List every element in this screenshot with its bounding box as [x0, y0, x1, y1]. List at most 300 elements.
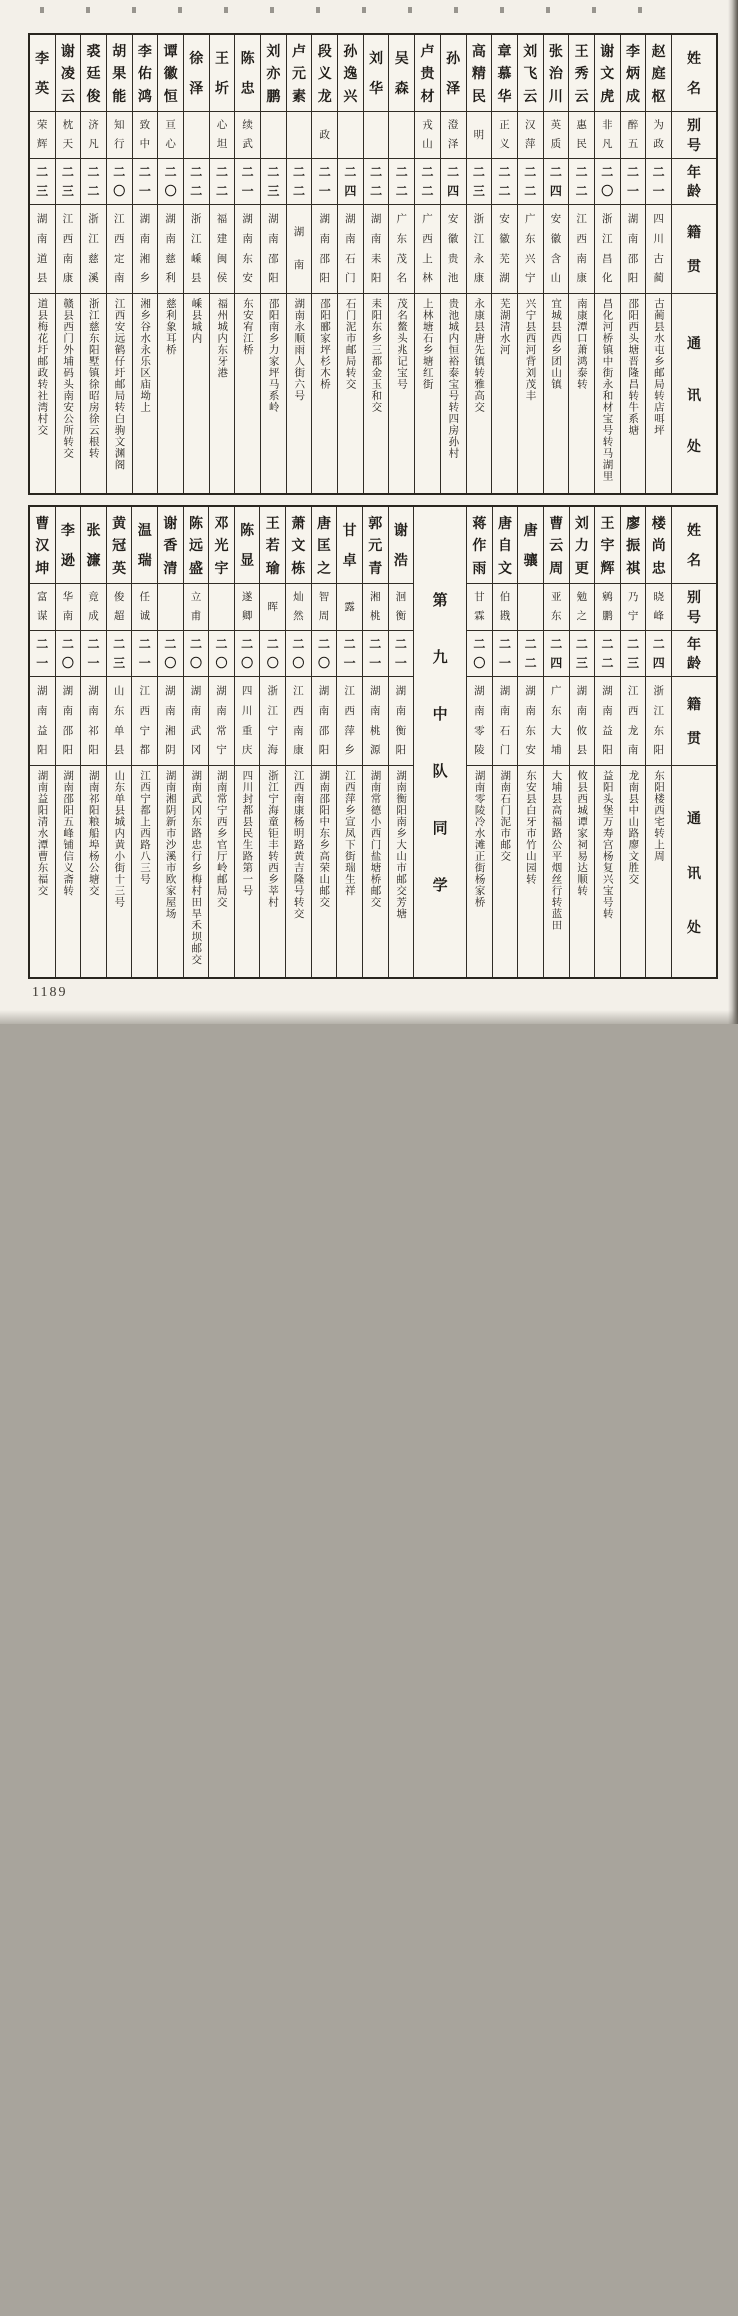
- person-address: [415, 293, 440, 493]
- person-age-text: 二 〇: [241, 637, 254, 670]
- person-column: [286, 35, 312, 493]
- person-origin-text: 江 西 龙 南: [627, 685, 639, 757]
- person-name-text: 张 濂: [86, 522, 101, 568]
- person-age-text: 二 四: [447, 165, 460, 198]
- person-alias: [286, 583, 311, 630]
- person-origin-text: 广 西 上 林: [422, 213, 433, 285]
- person-age-text: 二 一: [626, 165, 639, 198]
- person-address: [312, 293, 337, 493]
- person-age: [441, 158, 466, 204]
- person-column: [388, 35, 414, 493]
- header-origin-label-text: 籍 贯: [687, 224, 701, 274]
- person-age-text: 二 一: [241, 165, 254, 198]
- person-column: [208, 507, 234, 977]
- person-origin-text: 山 东 单 县: [113, 685, 125, 757]
- person-column: [620, 507, 646, 977]
- person-name: [621, 507, 646, 583]
- person-address-text: 嵊县城内: [190, 298, 203, 344]
- person-age: [389, 630, 414, 676]
- person-origin-text: 江 西 定 南: [113, 213, 125, 285]
- person-address-text: 湖南邵阳中东乡高荣山邮交: [318, 770, 331, 908]
- person-origin: [364, 204, 389, 293]
- person-alias: [184, 583, 209, 630]
- person-age: [621, 158, 646, 204]
- person-origin-text: 湖 南: [293, 226, 305, 272]
- person-name: [363, 507, 388, 583]
- person-age-text: 二 一: [369, 637, 382, 670]
- person-alias: [337, 583, 362, 630]
- person-name: [261, 35, 286, 111]
- header-origin-label: [672, 676, 716, 765]
- person-address-text: 大埔县高福路公平烟丝行转蓝田: [550, 770, 563, 931]
- person-name: [646, 507, 671, 583]
- header-addr-label-text: 通 讯 处: [687, 809, 701, 936]
- person-age: [158, 630, 183, 676]
- person-column: [568, 35, 594, 493]
- person-address-text: 湖南常宁西乡官厅岭邮局交: [215, 770, 228, 908]
- person-age-text: 二 〇: [164, 165, 177, 198]
- person-age-text: 二 二: [524, 165, 537, 198]
- person-address-text: 龙南县中山路廖文胜交: [627, 770, 640, 885]
- person-address: [338, 293, 363, 493]
- person-age: [30, 158, 55, 204]
- person-column: [363, 35, 389, 493]
- person-name: [107, 507, 132, 583]
- person-origin-text: 湖 南 桃 源: [369, 685, 381, 757]
- person-address-text: 浙江慈东阳墅镇徐昭房徐云根转: [87, 298, 100, 459]
- person-age-text: 二 二: [370, 165, 383, 198]
- person-name-text: 萧 文 栋: [291, 514, 306, 576]
- header-name-label-text: 姓 名: [687, 50, 701, 96]
- person-alias-text: 枕 天: [62, 119, 74, 151]
- person-origin-text: 湖 南 攸 县: [576, 685, 588, 757]
- person-name: [312, 35, 337, 111]
- person-name-text: 陈 远 盛: [188, 514, 203, 576]
- person-age: [621, 630, 646, 676]
- person-origin-text: 湖 南 衡 阳: [395, 685, 407, 757]
- person-column: [491, 35, 517, 493]
- person-origin-text: 浙 江 嵊 县: [191, 213, 202, 285]
- person-age-text: 二 二: [395, 165, 408, 198]
- person-origin: [56, 676, 81, 765]
- person-age-text: 二 一: [138, 637, 151, 670]
- person-origin: [363, 676, 388, 765]
- person-column: [543, 35, 569, 493]
- person-origin: [467, 676, 492, 765]
- person-age-text: 二 二: [498, 165, 511, 198]
- person-name: [569, 35, 594, 111]
- person-origin-text: 广 东 茂 名: [396, 213, 408, 285]
- person-name: [56, 507, 81, 583]
- person-alias: [184, 111, 209, 158]
- person-address: [621, 293, 646, 493]
- person-address-text: 东阳楼西宅转上周: [652, 770, 665, 862]
- person-name: [646, 35, 671, 111]
- person-column: [55, 35, 81, 493]
- person-origin: [646, 676, 671, 765]
- person-address: [569, 293, 594, 493]
- person-origin-text: 湖 南 邵 阳: [627, 213, 639, 285]
- person-age-text: 二 二: [87, 165, 100, 198]
- person-alias-text: 富 谋: [37, 591, 48, 623]
- person-column: [285, 507, 311, 977]
- person-name-text: 刘 亦 鹏: [266, 42, 281, 104]
- person-alias-text: 荣 辉: [36, 119, 48, 151]
- person-age-text: 二 四: [549, 165, 562, 198]
- header-addr-label-text: 通 讯 处: [687, 334, 701, 455]
- person-name-text: 孙 逸 兴: [343, 42, 358, 104]
- person-origin: [184, 204, 209, 293]
- person-age: [518, 158, 543, 204]
- person-origin: [158, 204, 183, 293]
- person-origin-text: 湖 南 祁 阳: [88, 685, 99, 757]
- scanned-directory-page: [0, 0, 738, 1024]
- person-age: [389, 158, 414, 204]
- person-address: [56, 293, 81, 493]
- person-column: [466, 35, 492, 493]
- header-alias-label: [672, 111, 716, 158]
- person-age-text: 二 一: [394, 637, 407, 670]
- person-origin: [518, 204, 543, 293]
- header-age-label: [672, 630, 716, 676]
- person-origin: [209, 676, 234, 765]
- person-name-text: 刘 力 更: [574, 514, 589, 576]
- person-age: [364, 158, 389, 204]
- person-alias-text: 戎 山: [422, 119, 433, 151]
- person-name: [286, 507, 311, 583]
- person-name-text: 陈 显: [240, 522, 255, 568]
- person-origin: [621, 676, 646, 765]
- person-address: [518, 293, 543, 493]
- person-alias: [312, 111, 337, 158]
- person-age: [235, 630, 260, 676]
- person-name: [389, 35, 414, 111]
- person-name-text: 李 炳 成: [625, 42, 640, 104]
- person-address-text: 湖南武冈东路忠行乡梅村田旱禾坝邮交: [190, 770, 203, 966]
- person-column: [311, 507, 337, 977]
- person-alias: [56, 583, 81, 630]
- person-alias: [107, 583, 132, 630]
- person-alias-text: 汉 萍: [524, 119, 536, 151]
- person-age: [363, 630, 388, 676]
- person-origin-text: 湖 南 东 安: [525, 685, 536, 757]
- person-name: [56, 35, 81, 111]
- person-column: [492, 507, 518, 977]
- person-alias: [235, 583, 260, 630]
- person-origin: [595, 204, 620, 293]
- person-age: [646, 630, 671, 676]
- person-address: [235, 293, 260, 493]
- person-alias-text: 致 中: [139, 119, 151, 151]
- person-name-text: 曹 云 周: [549, 514, 564, 576]
- person-age: [415, 158, 440, 204]
- person-address-text: 石门泥市邮局转交: [344, 298, 357, 390]
- person-alias: [518, 111, 543, 158]
- person-alias: [595, 583, 620, 630]
- person-age: [337, 630, 362, 676]
- person-column: [414, 35, 440, 493]
- person-name-text: 谢 文 虎: [600, 42, 615, 104]
- person-alias-text: 俊 超: [113, 591, 125, 623]
- person-name: [595, 507, 620, 583]
- person-name-text: 曹 汉 坤: [35, 514, 50, 576]
- person-address: [30, 765, 55, 977]
- person-address: [158, 293, 183, 493]
- person-name-text: 温 瑞: [137, 522, 152, 568]
- person-name: [389, 507, 414, 583]
- person-address-text: 湖南零陵冷水滩正街杨家桥: [473, 770, 486, 908]
- person-origin-text: 四 川 古 蔺: [653, 213, 664, 285]
- person-age-text: 二 二: [293, 165, 306, 198]
- person-alias: [235, 111, 260, 158]
- person-alias: [158, 583, 183, 630]
- person-alias: [30, 583, 55, 630]
- person-address: [467, 293, 492, 493]
- person-age: [209, 630, 234, 676]
- person-column: [234, 35, 260, 493]
- person-age-text: 二 二: [601, 637, 614, 670]
- person-alias: [492, 111, 517, 158]
- person-age: [158, 158, 183, 204]
- person-address-text: 茂名鳌头兆记宝号: [396, 298, 409, 390]
- person-address-text: 邵阳郦家坪杉木桥: [318, 298, 331, 390]
- person-name-text: 吴 森: [394, 50, 409, 96]
- person-origin-text: 湖 南 石 门: [345, 213, 356, 285]
- person-origin: [312, 204, 337, 293]
- person-address-text: 东安县白牙市竹山园转: [524, 770, 537, 885]
- person-alias: [646, 583, 671, 630]
- person-age-text: 二 〇: [61, 637, 74, 670]
- roster-table-bottom: [28, 505, 718, 979]
- person-column: [645, 507, 671, 977]
- person-age-text: 二 一: [138, 165, 151, 198]
- person-alias: [518, 583, 543, 630]
- person-name: [184, 35, 209, 111]
- person-address: [646, 293, 671, 493]
- person-column: [543, 507, 569, 977]
- person-age: [30, 630, 55, 676]
- person-origin-text: 湖 南 慈 利: [165, 213, 176, 285]
- person-address-text: 芜湖清水河: [498, 298, 511, 356]
- person-address-text: 江西安远鹤仔圩邮局转白驹文渊阁: [113, 298, 126, 471]
- person-origin: [467, 204, 492, 293]
- person-alias: [389, 583, 414, 630]
- person-age: [467, 158, 492, 204]
- person-address-text: 宜城县西乡团山镇: [550, 298, 563, 390]
- person-origin-text: 湖 南 邵 阳: [268, 213, 279, 285]
- person-origin: [518, 676, 543, 765]
- person-alias: [570, 583, 595, 630]
- person-alias-text: 亘 心: [165, 119, 176, 151]
- person-name: [81, 35, 106, 111]
- person-origin-text: 江 西 南 康: [576, 213, 587, 285]
- person-origin-text: 江 西 萍 乡: [344, 685, 355, 757]
- header-alias-label-text: 别 号: [687, 589, 701, 625]
- person-origin: [287, 204, 312, 293]
- person-address: [518, 765, 543, 977]
- person-origin-text: 湖 南 耒 阳: [370, 213, 382, 285]
- person-alias: [209, 583, 234, 630]
- person-alias-text: 惠 民: [576, 119, 587, 151]
- header-name-label: [672, 507, 716, 583]
- person-origin-text: 福 建 闽 侯: [216, 213, 228, 285]
- person-origin: [621, 204, 646, 293]
- person-alias-text: 知 行: [113, 119, 125, 151]
- person-address: [30, 293, 55, 493]
- person-alias: [363, 583, 388, 630]
- person-age-text: 二 三: [575, 637, 588, 670]
- person-alias-text: 晓 峰: [653, 591, 664, 623]
- person-age: [544, 158, 569, 204]
- person-age-text: 二 四: [652, 637, 665, 670]
- person-age: [544, 630, 569, 676]
- person-alias: [81, 583, 106, 630]
- person-name-text: 谢 浩: [393, 522, 408, 568]
- person-alias-text: 济 凡: [88, 119, 99, 151]
- person-name: [184, 507, 209, 583]
- person-address-text: 古蔺县水屯乡邮局转店咡坪: [652, 298, 665, 436]
- person-age-text: 二 〇: [113, 165, 126, 198]
- person-alias: [544, 583, 569, 630]
- person-alias: [338, 111, 363, 158]
- person-origin: [544, 676, 569, 765]
- person-name: [30, 507, 55, 583]
- person-address-text: 昌化河桥镇中街永和材宝号转马湖里: [601, 298, 614, 482]
- person-origin-text: 湖 南 湘 阴: [165, 685, 176, 757]
- person-alias-text: 明: [473, 128, 485, 141]
- person-origin-text: 浙 江 慈 溪: [88, 213, 99, 285]
- person-alias-text: 勉 之: [576, 591, 588, 623]
- person-name: [493, 507, 518, 583]
- person-address-text: 湖南益阳清水潭曹东福交: [36, 770, 49, 897]
- person-origin: [312, 676, 337, 765]
- person-name: [467, 35, 492, 111]
- person-age-text: 二 二: [524, 637, 537, 670]
- person-origin-text: 浙 江 东 阳: [653, 685, 664, 757]
- person-name-text: 黄 冠 英: [112, 514, 127, 576]
- person-column: [209, 35, 235, 493]
- person-alias-text: 伯 戡: [499, 591, 511, 623]
- person-alias: [544, 111, 569, 158]
- person-origin-text: 湖 南 常 宁: [216, 685, 227, 757]
- person-origin: [415, 204, 440, 293]
- person-address-text: 慈利象耳桥: [164, 298, 177, 356]
- person-column: [157, 507, 183, 977]
- person-column: [132, 35, 158, 493]
- person-age: [312, 630, 337, 676]
- person-age-text: 二 〇: [266, 637, 279, 670]
- person-alias-text: 乃 宁: [627, 591, 639, 623]
- person-name: [30, 35, 55, 111]
- person-age-text: 二 二: [575, 165, 588, 198]
- person-address: [467, 765, 492, 977]
- person-origin-text: 湖 南 益 阳: [602, 685, 613, 757]
- person-origin-text: 湖 南 道 县: [36, 213, 48, 285]
- person-address-text: 湖南石门泥市邮交: [499, 770, 512, 862]
- person-origin-text: 安 徽 贵 池: [447, 213, 459, 285]
- person-alias-text: 英 质: [550, 119, 562, 151]
- person-origin-text: 安 徽 芜 湖: [499, 213, 510, 285]
- header-name-label: [672, 35, 716, 111]
- person-age-text: 二 三: [627, 637, 640, 670]
- person-name: [81, 507, 106, 583]
- person-address: [389, 293, 414, 493]
- person-alias: [389, 111, 414, 158]
- person-name-text: 孙 泽: [446, 50, 461, 96]
- person-name-text: 邓 光 宇: [214, 514, 229, 576]
- person-column: [466, 507, 492, 977]
- person-age: [595, 630, 620, 676]
- person-address: [210, 293, 235, 493]
- person-column: [517, 35, 543, 493]
- person-age-text: 二 四: [344, 165, 357, 198]
- person-address-text: 兴宁县西河背刘茂丰: [524, 298, 537, 402]
- person-column: [30, 35, 55, 493]
- person-name: [287, 35, 312, 111]
- person-age: [286, 630, 311, 676]
- person-origin-text: 广 东 兴 宁: [524, 213, 536, 285]
- person-age-text: 二 二: [190, 165, 203, 198]
- person-name-text: 陈 忠: [240, 50, 255, 96]
- person-age-text: 二 〇: [473, 637, 486, 670]
- person-age: [338, 158, 363, 204]
- person-age: [570, 630, 595, 676]
- person-address-text: 邵阳南乡力家坪马系岭: [267, 298, 280, 413]
- person-origin-text: 湖 南 湘 乡: [139, 213, 151, 285]
- person-alias-text: 为 政: [653, 119, 664, 151]
- person-alias: [569, 111, 594, 158]
- person-name: [441, 35, 466, 111]
- person-origin-text: 安 徽 含 山: [550, 213, 562, 285]
- person-age: [312, 158, 337, 204]
- person-origin-text: 广 东 大 埔: [551, 685, 562, 757]
- scan-edge-shadow-bottom: [0, 1010, 738, 1024]
- person-name-text: 李 英: [35, 50, 50, 96]
- person-column: [183, 35, 209, 493]
- person-column: [336, 507, 362, 977]
- person-alias: [56, 111, 81, 158]
- person-address: [81, 765, 106, 977]
- person-name-text: 徐 泽: [189, 50, 204, 96]
- person-address: [158, 765, 183, 977]
- person-origin: [133, 204, 158, 293]
- person-name: [107, 35, 132, 111]
- person-name: [132, 507, 157, 583]
- person-alias-text: 非 凡: [602, 119, 613, 151]
- person-name: [595, 35, 620, 111]
- person-name: [544, 507, 569, 583]
- person-name: [312, 507, 337, 583]
- person-column: [30, 507, 55, 977]
- person-address: [261, 293, 286, 493]
- person-address: [260, 765, 285, 977]
- person-name: [338, 35, 363, 111]
- person-alias: [493, 583, 518, 630]
- person-name-text: 卢 元 素: [292, 42, 307, 104]
- person-address-text: 上林塘石乡塘红街: [421, 298, 434, 390]
- person-origin: [646, 204, 671, 293]
- person-age-text: 二 一: [87, 637, 100, 670]
- person-name-text: 裘 廷 俊: [86, 42, 101, 104]
- person-alias-text: 鹓 鹏: [602, 591, 613, 623]
- person-alias-text: 续 武: [242, 119, 253, 151]
- person-alias: [30, 111, 55, 158]
- person-origin-text: 湖 南 石 门: [499, 685, 511, 757]
- person-origin: [338, 204, 363, 293]
- person-age: [56, 630, 81, 676]
- person-name-text: 章 慕 华: [497, 42, 512, 104]
- person-column: [517, 507, 543, 977]
